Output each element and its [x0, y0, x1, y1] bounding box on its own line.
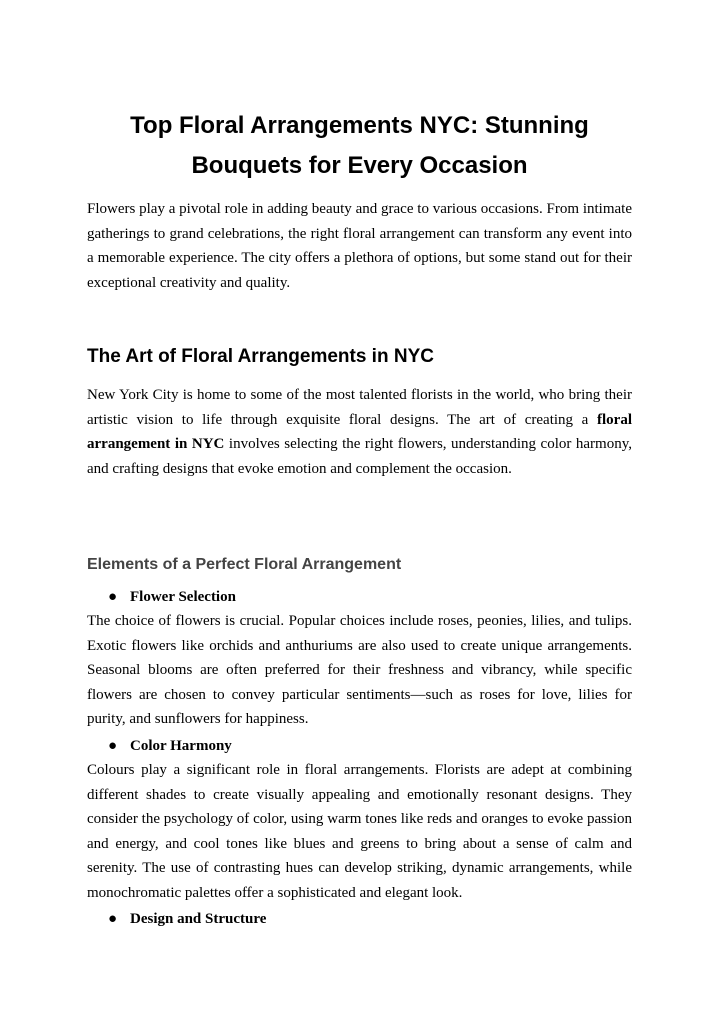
bullet-icon: ●	[108, 911, 118, 927]
bullet-label: Flower Selection	[130, 589, 236, 605]
art-paragraph-text-1: New York City is home to some of the most talented florists in the world, who bring their artistic vision to life through exquisite floral designs. The art of creating a	[87, 387, 632, 428]
bullet-color-harmony	[108, 734, 232, 758]
bullet-design-structure	[108, 907, 266, 931]
art-paragraph	[87, 383, 632, 481]
bullet-icon: ●	[108, 738, 118, 754]
bullet-flower-selection	[108, 585, 236, 609]
color-harmony-paragraph: Colours play a significant role in floral arrangements. Florists are adept at combining different shades to create visually appealing and emotionally resonant designs. They consider the psychology of color, using warm tones like reds and oranges to evoke passion and energy, and cool tones like blues and greens to bring about a sense of calm and serenity. The use of contrasting hues can develop striking, dynamic arrangements, while monochromatic palettes offer a sophisticated and elegant look.	[87, 762, 632, 901]
bullet-label: Design and Structure	[130, 911, 267, 927]
intro-paragraph: Flowers play a pivotal role in adding beauty and grace to various occasions. From intimate gatherings to grand celebrations, the right floral arrangement can transform any event into a memorable experience. The city offers a plethora of options, but some stand out for their exceptional creativity and quality.	[87, 201, 632, 291]
art-paragraph-text-2: involves selecting the right flowers, understanding color harmony, and crafting designs that evoke emotion and complement the occasion.	[87, 436, 632, 477]
section-heading-elements: Elements of a Perfect Floral Arrangement	[87, 556, 402, 573]
art-paragraph-bold: floral arrangement in NYC	[87, 411, 632, 453]
flower-selection-paragraph: The choice of flowers is crucial. Popular choices include roses, peonies, lilies, and tulips. Exotic flowers like orchids and anthuriums are also used to create unique arrangements. Seasonal blooms are often preferred for their freshness and vibrancy, while specific flowers are chosen to convey particular sentiments—such as roses for love, lilies for purity, and sunflowers for happiness.	[87, 613, 632, 728]
document-title: Top Floral Arrangements NYC: Stunning Bouquets for Every Occasion	[130, 112, 589, 179]
section-heading-art: The Art of Floral Arrangements in NYC	[87, 346, 434, 367]
bullet-label: Color Harmony	[130, 738, 232, 754]
bullet-icon: ●	[108, 589, 118, 605]
